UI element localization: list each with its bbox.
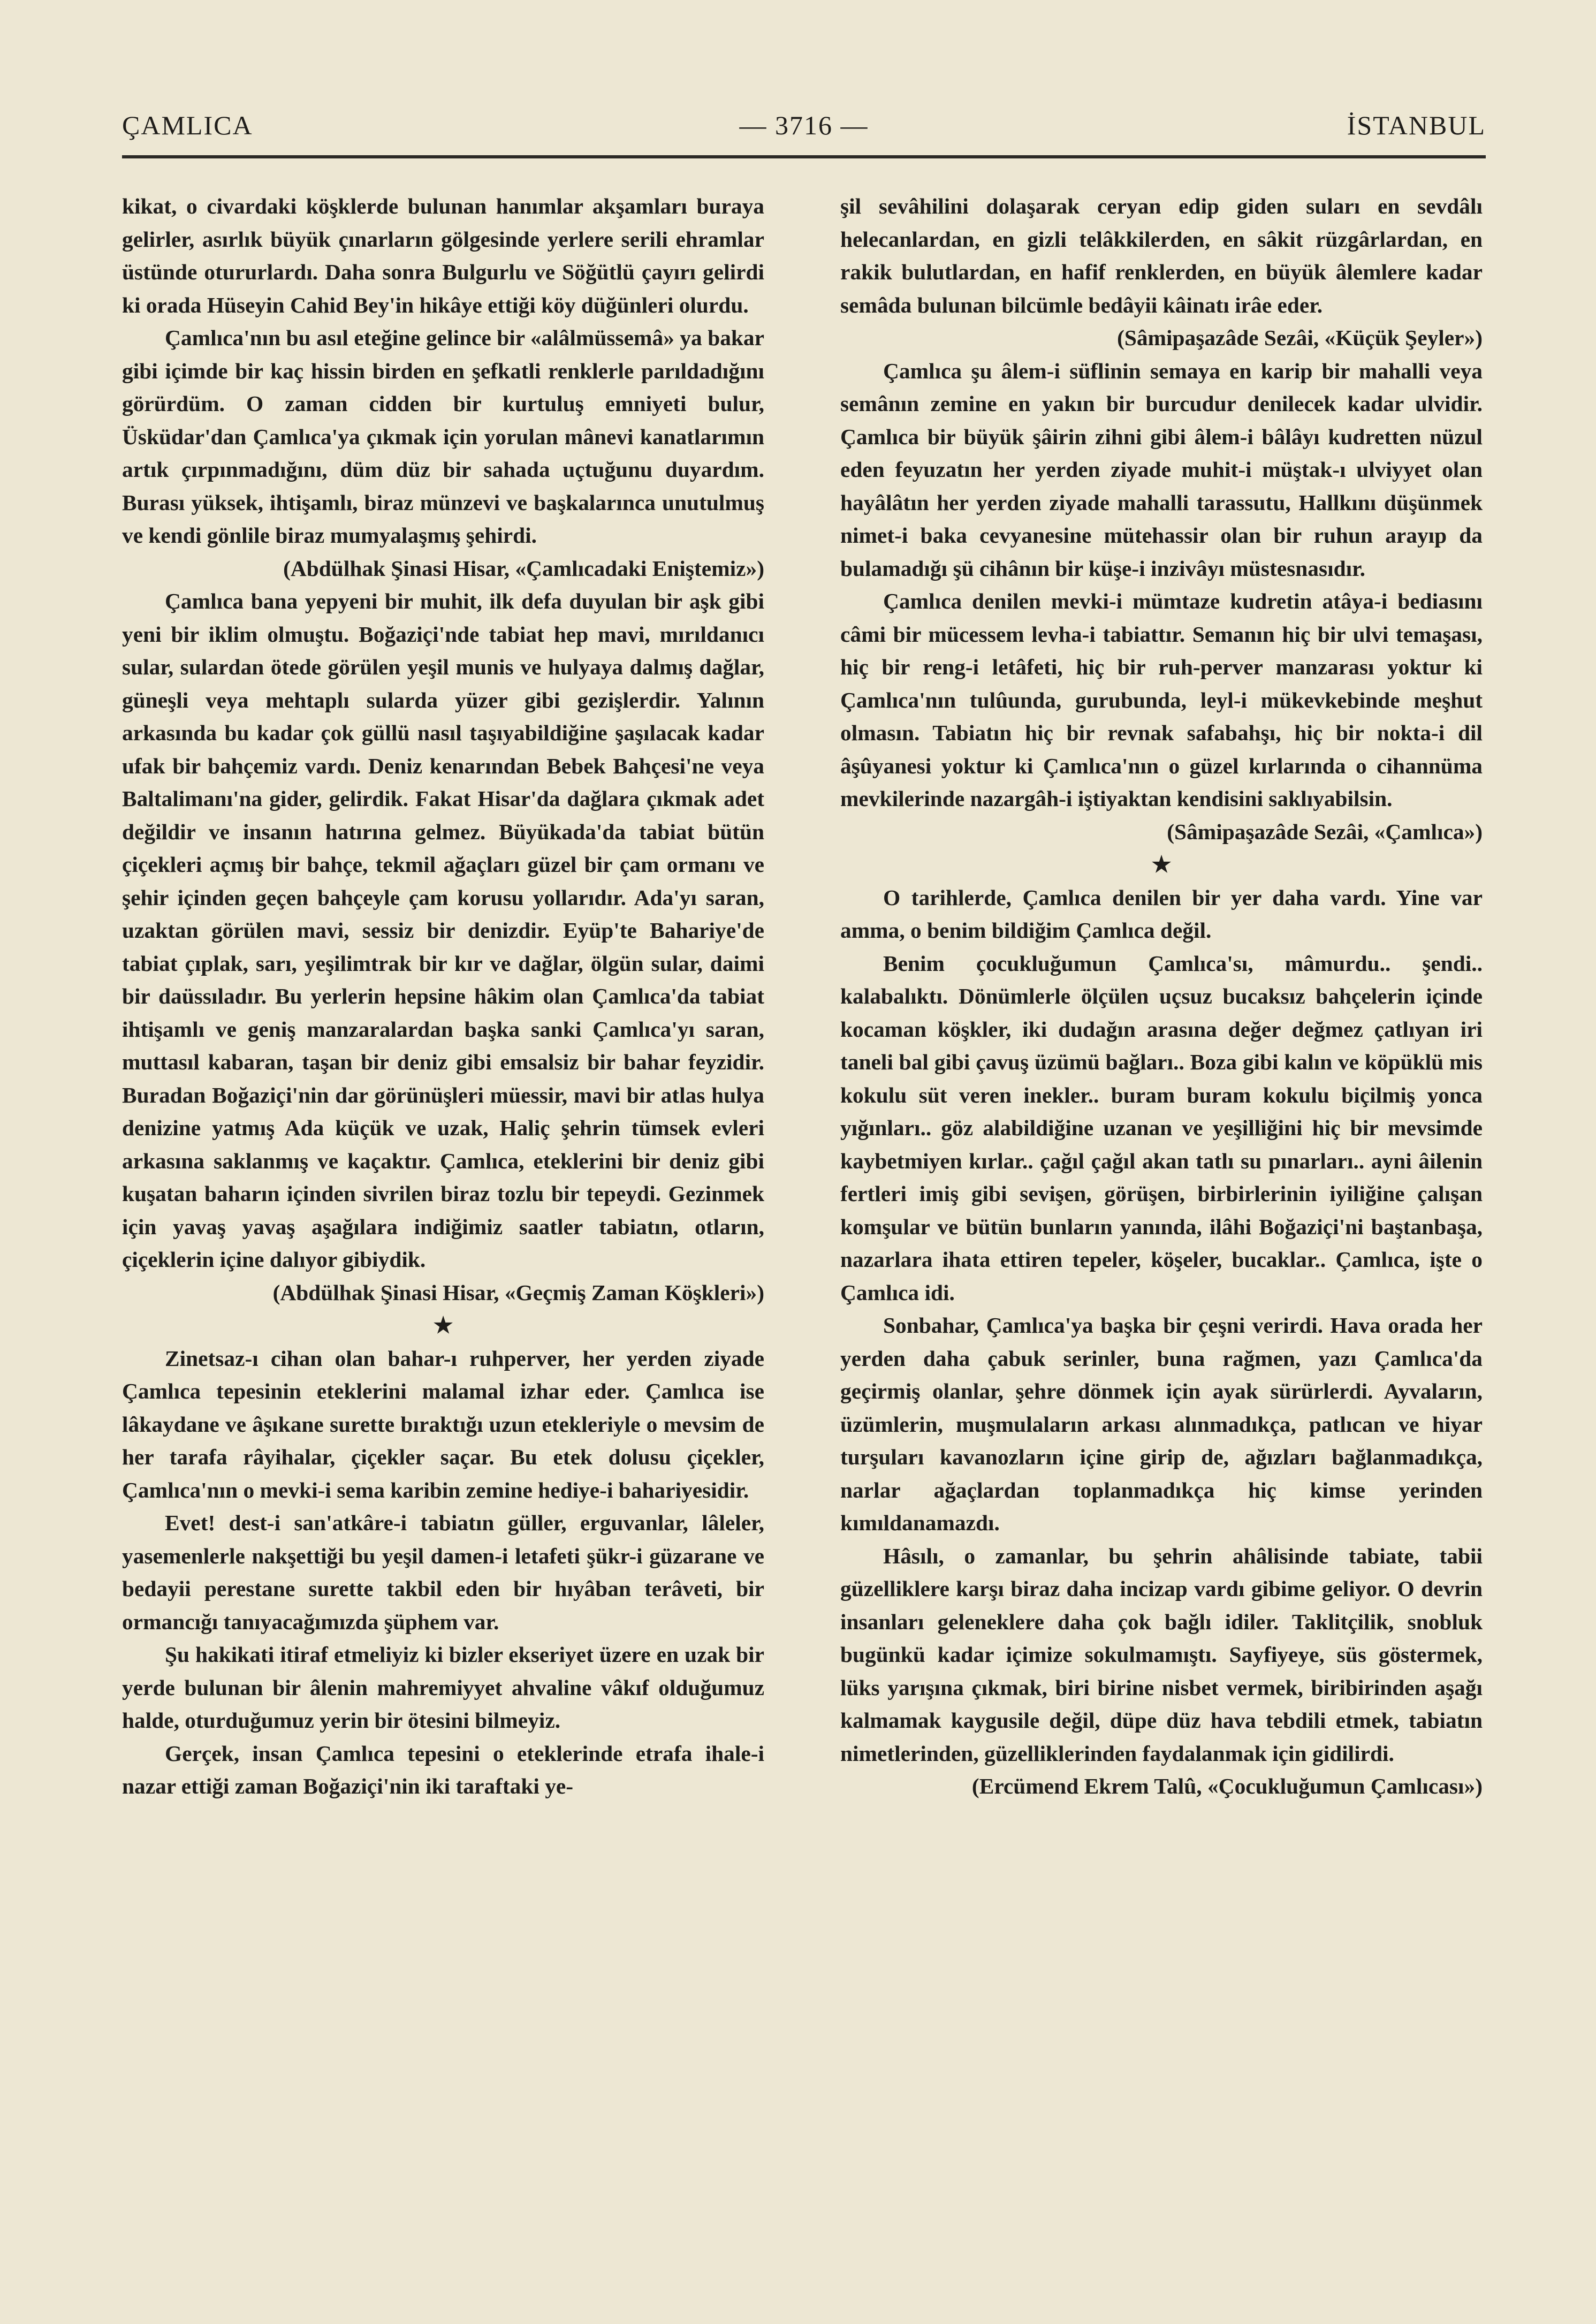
attribution: (Abdülhak Şinasi Hisar, «Çamlıcadaki Eniştemiz») xyxy=(283,556,764,581)
left-column xyxy=(122,190,764,1803)
paragraph: Zinetsaz-ı cihan olan bahar-ı ruhperver, her yerden ziyade Çamlıca tepesinin eteklerini malamal izhar eder. Çamlıca ise lâkaydane ve âşıkane surette bıraktığı uzun etekleriyle o mevsim de her tarafa râyihalar, çiçekler saçar. Bu etek dolusu çiçekler, Çamlıca'nın o mevki-i sema karibin zemine hediye-i bahariyesidir. xyxy=(122,1346,764,1502)
paragraph: Şu hakikati itiraf etmeliyiz ki bizler ekseriyet üzere en uzak bir yerde bulunan bir âlenin mahremiyyet ahvaline vâkıf olduğumuz halde, oturduğumuz yerin bir ötesini bilmeyiz. xyxy=(122,1642,764,1733)
paragraph: Çamlıca'nın bu asıl eteğine gelince bir «alâlmüssemâ» ya bakar gibi içimde bir kaç hissin birden en şefkatli renklerle parıldadığını görürdüm. O zaman cidden bir kurtuluş emniyeti bulur, Üsküdar'dan Çamlıca'ya çıkmak için yorulan mânevi kanatlarımın artık çırpınmadığını, düm düz bir sahada uçtuğunu duyardım. Burası yüksek, ihtişamlı, biraz münzevi ve başkalarınca unutulmuş ve kendi gönlile biraz mumyalaşmış şehirdi. xyxy=(122,325,764,548)
paragraph: Çamlıca şu âlem-i süflinin semaya en karip bir mahalli veya semânın zemine en yakın bir burcudur denilecek kadar ulvidir. Çamlıca bir büyük şâirin zihni gibi âlem-i bâlâyı kudretten nüzul eden feyuzatın her yerden ziyade muhit-i müştak-ı ulviyyet olan hayâlâtın her yerden ziyade mahalli tarassutu, Hallkını düşünmek nimet-i baka cevyanesine mütehassir olan bir ruhun arayıp da bulamadığı şü cihânın bir küşe-i inzivâyı müstesnasıdır. xyxy=(840,358,1483,581)
attribution: (Ercümend Ekrem Talû, «Çocukluğumun Çamlıcası») xyxy=(971,1774,1483,1798)
paragraph: O tarihlerde, Çamlıca denilen bir yer daha vardı. Yine var amma, o benim bildiğim Çamlıca değil. xyxy=(840,885,1483,943)
paragraph: Çamlıca bana yepyeni bir muhit, ilk defa duyulan bir aşk gibi yeni bir iklim olmuştu. Boğaziçi'nde tabiat hep mavi, mırıldanıcı sular, sulardan ötede görülen yeşil munis ve hulyaya dalmış dağlar, güneşli veya mehtaplı sularda yüzer gibi gezişlerdir. Yalının arkasında bu kadar çok güllü nasıl taşıyabildiğine şaşılacak kadar ufak bir bahçemiz vardı. Deniz kenarından Bebek Bahçesi'ne veya Baltalimanı'na gider, gelirdik. Fakat Hisar'da dağlara çıkmak adet değildir ve insanın hatırına gelmez. Büyükada'da tabiat bütün çiçekleri açmış bir bahçe, tekmil ağaçları güzel bir çam ormanı ve şehir içinden geçen bahçeyle çam korusu yollarıdır. Ada'yı saran, uzaktan görülen mavi, sessiz bir denizdir. Eyüp'te Bahariye'de tabiat çıplak, sarı, yeşilimtrak bir kır ve dağlar, ölgün sular, daimi bir daüssıladır. Bu yerlerin hepsine hâkim olan Çamlıca'da tabiat ihtişamlı ve geniş manzaralardan başka sanki Çamlıca'yı saran, muttasıl kabaran, taşan bir deniz gibi emsalsiz bir bahar feyzidir. Buradan Boğaziçi'nin dar görünüşleri müessir, mavi bir atlas hulya denizine yatmış Ada küçük ve uzak, Haliç şehrin tümsek evleri arkasına saklanmış ve kaçaktır. Çamlıca, eteklerini bir deniz gibi kuşatan baharın içinden sivrilen biraz tozlu bir tepeydi. Gezinmek için yavaş yavaş aşağılara indiğimiz saatler tabiatın, otların, çiçeklerin içine dalıyor gibiydik. xyxy=(122,589,764,1272)
section-separator-star: ★ xyxy=(1151,852,1172,877)
paragraph: Benim çocukluğumun Çamlıca'sı, mâmurdu.. şendi.. kalabalıktı. Dönümlerle ölçülen uçsuz bucaksız bahçelerin içinde kocaman köşkler, iki dudağın arasına değer değmez çatlıyan iri taneli bal gibi çavuş üzümü bağları.. Boza gibi kalın ve köpüklü mis kokulu süt veren inekler.. buram buram kokulu biçilmiş yonca yığınları.. göz alabildiğine uzanan ve yeşilliğini hiç bir mevsimde kaybetmiyen kırlar.. çağıl çağıl akan tatlı su pınarları.. ayni âilenin fertleri imiş gibi sevişen, görüşen, birbirlerinin iyiliğine çalışan komşular ve bütün bunların yanında, ilâhi Boğaziçi'ni baştanbaşa, nazarlara ihata ettiren tepeler, köşeler, bucaklar.. Çamlıca, işte o Çamlıca idi. xyxy=(840,951,1483,1305)
right-column xyxy=(840,190,1483,1803)
section-title: ÇAMLICA xyxy=(122,110,253,140)
paragraph: Çamlıca denilen mevki-i mümtaze kudretin atâya-i bediasını câmi bir mücessem levha-i tabiattır. Semanın hiç bir ulvi temaşası, hiç bir reng-i letâfeti, hiç bir ruh-perver manzarası yoktur ki Çamlıca'nın tulûunda, gurubunda, leyl-i mükevkebinde meşhut olmasın. Tabiatın hiç bir revnak safabahşı, hiç bir nokta-i dil âşûyanesi yoktur ki Çamlıca'nın o güzel kırlarında o cihannüma mevkilerinde nazargâh-i iştiyaktan kendisini saklıyabilsin. xyxy=(840,589,1483,811)
paragraph: Hâsılı, o zamanlar, bu şehrin ahâlisinde tabiate, tabii güzelliklere karşı biraz daha incizap vardı gibime geliyor. O devrin insanları geleneklere daha çok bağlı idiler. Taklitçilik, snobluk bugünkü kadar içimize sokulmamıştı. Sayfiyeye, süs göstermek, lüks yarışına çıkmak, biri birine nisbet vermek, biribirinden aşağı kalmamak kaygusile değil, düpe düz hava tebdili etmek, tabiatın nimetlerinden, güzelliklerinden faydalanmak için gidilirdi. xyxy=(840,1543,1483,1766)
attribution: (Abdülhak Şinasi Hisar, «Geçmiş Zaman Köşkleri») xyxy=(272,1280,764,1305)
section-separator-star: ★ xyxy=(433,1313,453,1338)
page-number: — 3716 — xyxy=(739,110,869,140)
attribution: (Sâmipaşazâde Sezâi, «Çamlıca») xyxy=(1167,819,1483,844)
header-rule xyxy=(122,155,1486,158)
attribution: (Sâmipaşazâde Sezâi, «Küçük Şeyler») xyxy=(1117,325,1483,350)
publication-title: İSTANBUL xyxy=(1347,110,1486,140)
paragraph: Gerçek, insan Çamlıca tepesini o eteklerinde etrafa ihale-i nazar ettiği zaman Boğaziçi'nin iki taraftaki ye- xyxy=(122,1741,764,1798)
page-header xyxy=(122,110,1486,147)
paragraph: Sonbahar, Çamlıca'ya başka bir çeşni verirdi. Hava orada her yerden daha çabuk serinler, buna rağmen, yazı Çamlıca'da geçirmiş olanlar, şehre dönmek için ayak sürürlerdi. Ayvaların, üzümlerin, muşmulaların arkası alınmadıkça, patlıcan ve hiyar turşuları kavanozların içine girip de, ağızları bağlanmadıkça, narlar ağaçlardan toplanmadıkça hiç kimse yerinden kımıldanamazdı. xyxy=(840,1313,1483,1535)
paragraph: Evet! dest-i san'atkâre-i tabiatın güller, erguvanlar, lâleler, yasemenlerle nakşettiği bu yeşil damen-i letafeti şükr-i güzarane ve bedayii perestane surette takbil eden bir hıyâban terâveti, bir ormancığı tanıyacağımızda şüphem var. xyxy=(122,1510,764,1634)
paragraph: kikat, o civardaki köşklerde bulunan hanımlar akşamları buraya gelirler, asırlık büyük çınarların gölgesinde yerlere serili ehramlar üstünde otururlardı. Daha sonra Bulgurlu ve Söğütlü çayırı gelirdi ki orada Hüseyin Cahid Bey'in hikâye ettiği köy düğünleri olurdu. xyxy=(122,194,764,317)
paragraph: şil sevâhilini dolaşarak ceryan edip giden suları en sevdâlı helecanlardan, en gizli telâkkilerden, en sâkit rüzgârlardan, en rakik bulutlardan, en hafif renklerden, en büyük âlemlere kadar semâda bulunan bilcümle bedâyii kâinatı irâe eder. xyxy=(840,194,1483,317)
